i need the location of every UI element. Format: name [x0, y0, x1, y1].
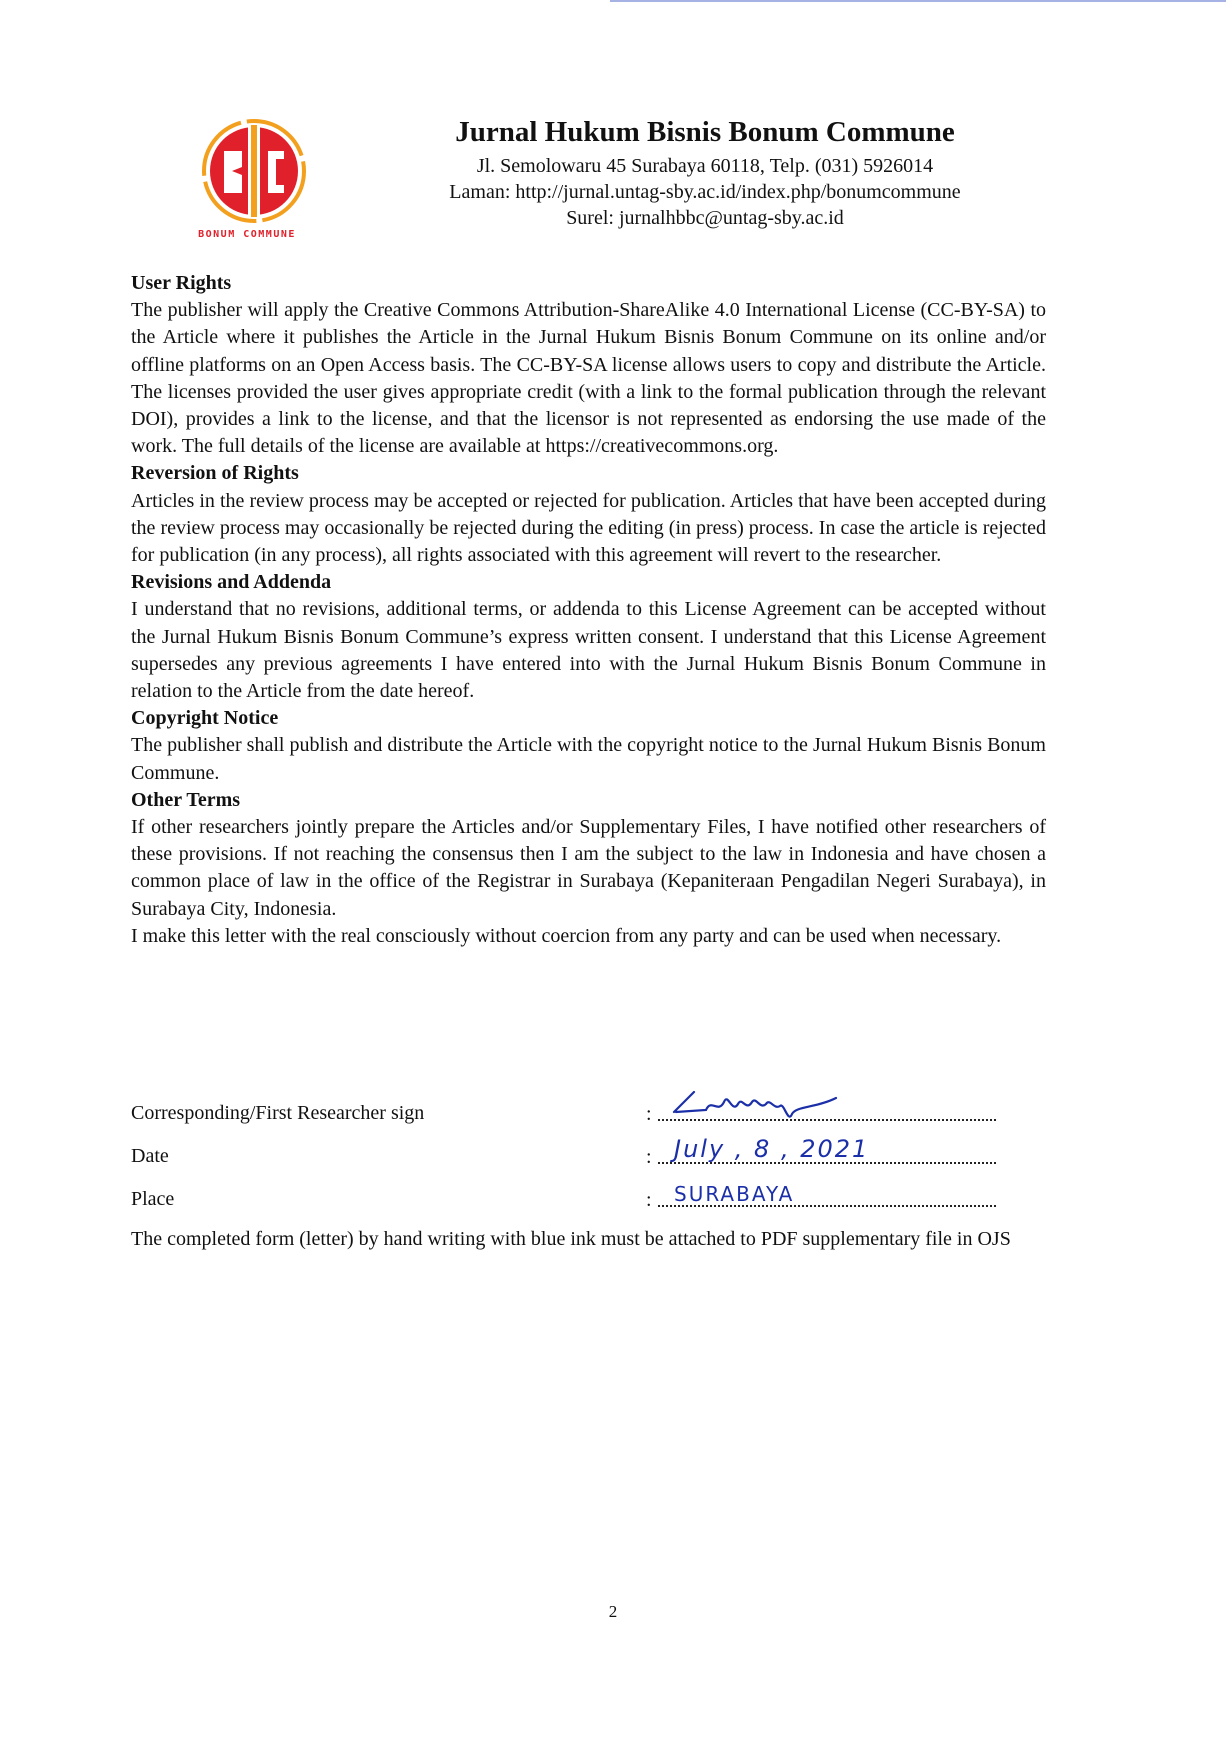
journal-logo [194, 115, 314, 245]
section-paragraph: The publisher shall publish and distribute the Article with the copyright notice to the Jurnal Hukum Bisnis Bonum Commune. [131, 734, 1046, 784]
section-heading: User Rights [131, 272, 232, 294]
signature-row-place [131, 1176, 1046, 1219]
bonum-commune-logo-icon [194, 115, 314, 227]
email-line: Surel: jurnalhbbc@untag-sby.ac.id [566, 207, 844, 229]
letterhead [180, 115, 1060, 245]
date-field[interactable] [646, 1133, 996, 1167]
section-other-terms [131, 787, 1046, 950]
signature-field[interactable] [646, 1090, 996, 1124]
declaration-paragraph: I make this letter with the real consciously without coercion from any party and can be used when necessary. [131, 924, 1002, 947]
place-value: SURABAYA [674, 1182, 795, 1206]
agreement-body [131, 270, 1046, 950]
journal-title: Jurnal Hukum Bisnis Bonum Commune [455, 116, 955, 148]
section-paragraph: Articles in the review process may be accepted or rejected for publication. Articles that have been accepted during the review process may occasionally be rejected during the editing (in press) process. In case the article is rejected for publication (in any process), all rights associated with this agreement will revert to the researcher. [131, 489, 1046, 567]
signature-label: Corresponding/First Researcher sign [131, 1102, 425, 1124]
page-number: 2 [608, 1602, 618, 1621]
submission-instructions: The completed form (letter) by hand writing with blue ink must be attached to PDF supplementary file in OJS [131, 1228, 1011, 1250]
field-colon: : [646, 1189, 652, 1211]
place-field[interactable] [646, 1176, 996, 1210]
masthead [350, 115, 1060, 231]
section-user-rights [131, 270, 1046, 460]
signature-row-sign [131, 1090, 1046, 1133]
signature-row-date [131, 1133, 1046, 1176]
section-paragraph: I understand that no revisions, additional terms, or addenda to this License Agreement can be accepted without the Jurnal Hukum Bisnis Bonum Commune’s express written consent. I understand that this License Agreement supersedes any previous agreements I have entered into with the Jurnal Hukum Bisnis Bonum Commune in relation to the Article from the date hereof. [131, 598, 1046, 703]
field-colon: : [646, 1146, 652, 1168]
logo-caption: BONUM COMMUNE [198, 229, 296, 240]
handwritten-signature-icon [666, 1084, 866, 1124]
signature-block [131, 1090, 1046, 1219]
section-copyright-notice [131, 705, 1046, 787]
section-heading: Revisions and Addenda [131, 571, 332, 594]
date-label: Date [131, 1145, 169, 1167]
place-label: Place [131, 1188, 175, 1210]
address-line: Jl. Semolowaru 45 Surabaya 60118, Telp. (031) 5926014 [476, 155, 934, 177]
section-revisions-and-addenda [131, 569, 1046, 705]
website-line: Laman: http://jurnal.untag-sby.ac.id/index.php/bonumcommune [449, 181, 961, 203]
date-value: July , 8 , 2021 [674, 1135, 870, 1163]
field-colon: : [646, 1103, 652, 1125]
section-heading: Reversion of Rights [131, 462, 299, 485]
scan-edge-line [610, 0, 1226, 2]
section-paragraph: The publisher will apply the Creative Commons Attribution-ShareAlike 4.0 International License (CC-BY-SA) to the Article where it publishes the Article in the Jurnal Hukum Bisnis Bonum Commune on its online and/or offline platforms on an Open Access basis. The CC-BY-SA license allows users to copy and distribute the Article. The licenses provided the user gives appropriate credit (with a link to the formal publication through the relevant DOI), provides a link to the license, and that the licensor is not represented as endorsing the use made of the work. The full details of the license are available at https://creativecommons.org. [131, 299, 1046, 458]
section-reversion-of-rights [131, 460, 1046, 569]
section-heading: Copyright Notice [131, 707, 279, 730]
section-heading: Other Terms [131, 788, 241, 811]
section-paragraph: If other researchers jointly prepare the Articles and/or Supplementary Files, I have notified other researchers of these provisions. If not reaching the consensus then I am the subject to the law in Indonesia and have chosen a common place of law in the office of the Registrar in Surabaya (Kepaniteraan Pengadilan Negeri Surabaya), in Surabaya City, Indonesia. [131, 816, 1046, 920]
